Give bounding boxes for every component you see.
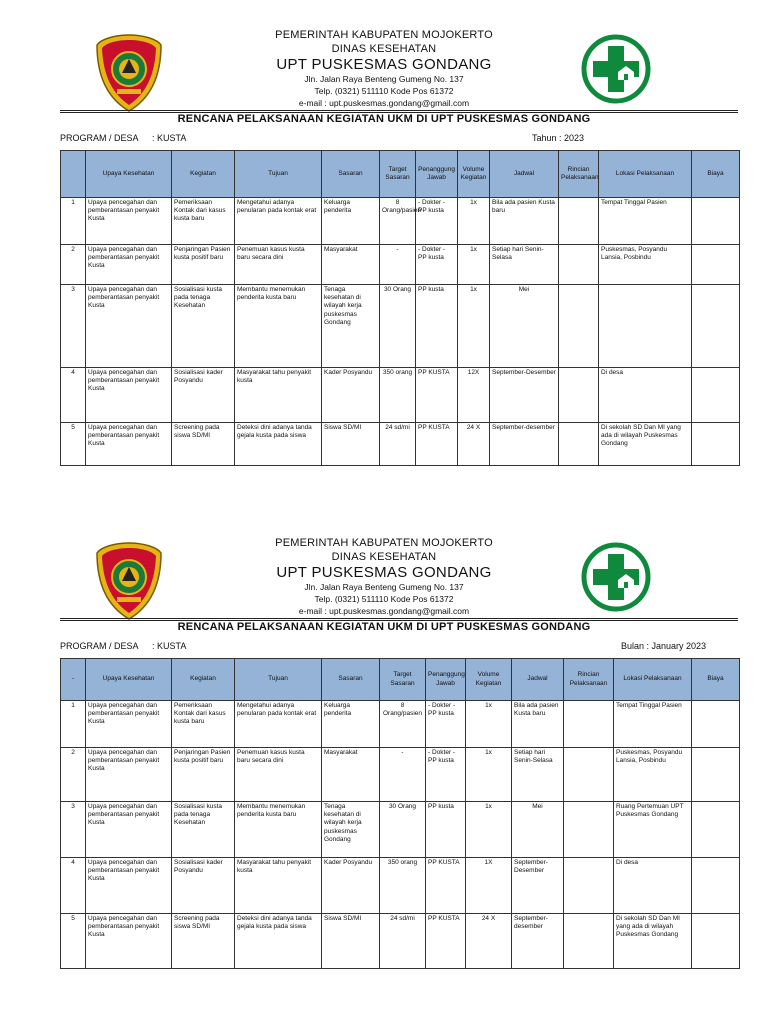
cell-pj: - Dokter - PP kusta bbox=[416, 198, 458, 245]
program-label: PROGRAM / DESA bbox=[60, 133, 139, 143]
cell-jadwal: September-desember bbox=[490, 423, 559, 466]
program-line bbox=[60, 641, 186, 651]
cell-no: 3 bbox=[61, 802, 86, 858]
table-row bbox=[61, 368, 740, 423]
cell-volume: 1x bbox=[466, 748, 512, 802]
cell-kegiatan: Sosialisasi kusta pada tenaga Kesehatan bbox=[172, 802, 235, 858]
cell-volume: 1x bbox=[458, 245, 490, 285]
letterhead-divider bbox=[60, 110, 738, 111]
cell-jadwal: Mei bbox=[512, 802, 564, 858]
cell-rincian bbox=[559, 423, 599, 466]
col-target: Target Sasaran bbox=[380, 151, 416, 198]
col-upaya: Upaya Kesehatan bbox=[86, 659, 172, 701]
cell-no: 4 bbox=[61, 368, 86, 423]
cell-rincian bbox=[564, 858, 614, 914]
activity-plan-table bbox=[60, 150, 740, 466]
cell-tujuan: Masyarakat tahu penyakit kusta bbox=[235, 858, 322, 914]
cell-rincian bbox=[559, 245, 599, 285]
table-row bbox=[61, 198, 740, 245]
cell-sasaran: Masyarakat bbox=[322, 245, 380, 285]
cell-rincian bbox=[559, 285, 599, 368]
cell-no: 1 bbox=[61, 198, 86, 245]
document-title: RENCANA PELAKSANAAN KEGIATAN UKM DI UPT PUSKESMAS GONDANG bbox=[177, 113, 591, 125]
cell-sasaran: Kader Posyandu bbox=[322, 368, 380, 423]
col-volume: Volume Kegiatan bbox=[458, 151, 490, 198]
col-tujuan: Tujuan bbox=[235, 151, 322, 198]
cell-lokasi: Puskesmas, Posyandu Lansia, Posbindu bbox=[599, 245, 692, 285]
program-value: : KUSTA bbox=[152, 133, 187, 143]
cell-upaya: Upaya pencegahan dan pemberantasan penyakit Kusta bbox=[86, 748, 172, 802]
cell-volume: 24 X bbox=[458, 423, 490, 466]
puskesmas-cross-icon bbox=[580, 34, 652, 104]
cell-rincian bbox=[564, 802, 614, 858]
cell-biaya bbox=[692, 198, 740, 245]
col-lokasi: Lokasi Pelaksanaan bbox=[599, 151, 692, 198]
table-row bbox=[61, 914, 740, 969]
cell-lokasi: Di desa bbox=[614, 858, 692, 914]
cell-jadwal: September-desember bbox=[512, 914, 564, 969]
gov-name: PEMERINTAH KABUPATEN MOJOKERTO bbox=[275, 537, 493, 549]
col-sasaran: Sasaran bbox=[322, 659, 380, 701]
email: e-mail : upt.puskesmas.gondang@gmail.com bbox=[298, 98, 470, 108]
puskesmas-cross-icon bbox=[580, 542, 652, 612]
institution-name: UPT PUSKESMAS GONDANG bbox=[276, 564, 492, 581]
table-row bbox=[61, 748, 740, 802]
email: e-mail : upt.puskesmas.gondang@gmail.com bbox=[298, 606, 470, 616]
cell-kegiatan: Screening pada siswa SD/MI bbox=[172, 423, 235, 466]
cell-pj: PP KUSTA bbox=[426, 858, 466, 914]
cell-rincian bbox=[559, 198, 599, 245]
cell-pj: PP KUSTA bbox=[426, 914, 466, 969]
cell-volume: 1x bbox=[458, 198, 490, 245]
cell-kegiatan: Sosialisasi kader Posyandu bbox=[172, 858, 235, 914]
cell-target: 8 Orang/pasien bbox=[380, 701, 426, 748]
phone: Telp. (0321) 511110 Kode Pos 61372 bbox=[314, 86, 454, 96]
col-target: Target Sasaran bbox=[380, 659, 426, 701]
col-jadwal: Jadwal bbox=[490, 151, 559, 198]
cell-tujuan: Masyarakat tahu penyakit kusta bbox=[235, 368, 322, 423]
col-kegiatan: Kegiatan bbox=[172, 151, 235, 198]
col-pj: Penanggung Jawab bbox=[416, 151, 458, 198]
col-no bbox=[61, 151, 86, 198]
cell-target: 8 Orang/pasien bbox=[380, 198, 416, 245]
period-label: Tahun : 2023 bbox=[532, 133, 585, 143]
cell-target: 350 orang bbox=[380, 368, 416, 423]
cell-kegiatan: Sosialisasi kader Posyandu bbox=[172, 368, 235, 423]
cell-lokasi: Di desa bbox=[599, 368, 692, 423]
cell-pj: - Dokter - PP kusta bbox=[426, 748, 466, 802]
gov-name: PEMERINTAH KABUPATEN MOJOKERTO bbox=[275, 29, 493, 41]
cell-biaya bbox=[692, 368, 740, 423]
cell-tujuan: Deteksi dini adanya tanda gejala kusta pada siswa bbox=[235, 423, 322, 466]
program-label: PROGRAM / DESA bbox=[60, 641, 139, 651]
cell-kegiatan: Penjaringan Pasien kusta positif baru bbox=[172, 748, 235, 802]
document-title: RENCANA PELAKSANAAN KEGIATAN UKM DI UPT PUSKESMAS GONDANG bbox=[177, 621, 591, 633]
cell-tujuan: Penemuan kasus kusta baru secara dini bbox=[235, 245, 322, 285]
cell-target: 30 Orang bbox=[380, 285, 416, 368]
cell-sasaran: Siswa SD/MI bbox=[322, 423, 380, 466]
cell-kegiatan: Penjaringan Pasien kusta positif baru bbox=[172, 245, 235, 285]
cell-kegiatan: Pemeriksaan Kontak dari kasus kusta baru bbox=[172, 701, 235, 748]
table-row bbox=[61, 701, 740, 748]
cell-jadwal: September-Desember bbox=[490, 368, 559, 423]
cell-biaya bbox=[692, 802, 740, 858]
col-upaya: Upaya Kesehatan bbox=[86, 151, 172, 198]
cell-tujuan: Mengetahui adanya penularan pada kontak erat bbox=[235, 701, 322, 748]
cell-pj: - Dokter - PP kusta bbox=[416, 245, 458, 285]
cell-sasaran: Tenaga kesehatan di wilayah kerja puskesmas Gondang bbox=[322, 285, 380, 368]
cell-sasaran: Keluarga penderita bbox=[322, 701, 380, 748]
cell-lokasi: Puskesmas, Posyandu Lansia, Posbindu bbox=[614, 748, 692, 802]
cell-jadwal: Mei bbox=[490, 285, 559, 368]
cell-no: 2 bbox=[61, 748, 86, 802]
cell-lokasi: Ruang Pertemuan UPT Puskesmas Gondang bbox=[614, 802, 692, 858]
cell-target: 24 sd/mi bbox=[380, 914, 426, 969]
cell-volume: 12X bbox=[458, 368, 490, 423]
col-rincian: Rincian Pelaksanaan bbox=[564, 659, 614, 701]
letterhead-divider bbox=[60, 618, 738, 619]
cell-jadwal: September-Desember bbox=[512, 858, 564, 914]
program-line bbox=[60, 133, 186, 143]
cell-no: 4 bbox=[61, 858, 86, 914]
phone: Telp. (0321) 511110 Kode Pos 61372 bbox=[314, 594, 454, 604]
cell-jadwal: Setiap hari Senin-Selasa bbox=[490, 245, 559, 285]
cell-volume: 1x bbox=[458, 285, 490, 368]
cell-upaya: Upaya pencegahan dan pemberantasan penyakit Kusta bbox=[86, 423, 172, 466]
cell-target: 350 orang bbox=[380, 858, 426, 914]
department-name: DINAS KESEHATAN bbox=[331, 551, 437, 563]
cell-pj: PP kusta bbox=[416, 285, 458, 368]
col-no: - bbox=[61, 659, 86, 701]
cell-biaya bbox=[692, 914, 740, 969]
cell-biaya bbox=[692, 423, 740, 466]
cell-no: 1 bbox=[61, 701, 86, 748]
institution-name: UPT PUSKESMAS GONDANG bbox=[276, 56, 492, 73]
cell-jadwal: Bila ada pasien Kusta baru bbox=[490, 198, 559, 245]
cell-lokasi bbox=[599, 285, 692, 368]
table-row bbox=[61, 245, 740, 285]
cell-rincian bbox=[564, 914, 614, 969]
cell-no: 5 bbox=[61, 423, 86, 466]
col-pj: Penanggung Jawab bbox=[426, 659, 466, 701]
cell-biaya bbox=[692, 245, 740, 285]
cell-tujuan: Membantu menemukan penderita kusta baru bbox=[235, 802, 322, 858]
cell-pj: PP KUSTA bbox=[416, 423, 458, 466]
table-row bbox=[61, 802, 740, 858]
cell-volume: 1x bbox=[466, 802, 512, 858]
col-biaya: Biaya bbox=[692, 151, 740, 198]
cell-target: 30 Orang bbox=[380, 802, 426, 858]
activity-plan-table bbox=[60, 658, 740, 969]
cell-upaya: Upaya pencegahan dan pemberantasan penyakit Kusta bbox=[86, 701, 172, 748]
col-tujuan: Tujuan bbox=[235, 659, 322, 701]
cell-target: - bbox=[380, 245, 416, 285]
table-row bbox=[61, 423, 740, 466]
cell-kegiatan: Screening pada siswa SD/MI bbox=[172, 914, 235, 969]
program-value: : KUSTA bbox=[152, 641, 187, 651]
col-kegiatan: Kegiatan bbox=[172, 659, 235, 701]
cell-lokasi: Di sekolah SD Dan MI yang ada di wilayah Puskesmas Gondang bbox=[599, 423, 692, 466]
cell-upaya: Upaya pencegahan dan pemberantasan penyakit Kusta bbox=[86, 858, 172, 914]
cell-pj: PP kusta bbox=[426, 802, 466, 858]
cell-lokasi: Di sekolah SD Dan MI yang ada di wilayah Puskesmas Gondang bbox=[614, 914, 692, 969]
cell-biaya bbox=[692, 285, 740, 368]
cell-pj: PP KUSTA bbox=[416, 368, 458, 423]
cell-jadwal: Setiap hari Senin-Selasa bbox=[512, 748, 564, 802]
cell-sasaran: Keluarga penderita bbox=[322, 198, 380, 245]
cell-sasaran: Siswa SD/MI bbox=[322, 914, 380, 969]
cell-volume: 1X bbox=[466, 858, 512, 914]
cell-biaya bbox=[692, 858, 740, 914]
cell-upaya: Upaya pencegahan dan pemberantasan penyakit Kusta bbox=[86, 198, 172, 245]
cell-tujuan: Penemuan kasus kusta baru secara dini bbox=[235, 748, 322, 802]
col-biaya: Biaya bbox=[692, 659, 740, 701]
cell-volume: 24 X bbox=[466, 914, 512, 969]
cell-kegiatan: Sosialisasi kusta pada tenaga Kesehatan bbox=[172, 285, 235, 368]
cell-target: - bbox=[380, 748, 426, 802]
cell-rincian bbox=[564, 748, 614, 802]
cell-tujuan: Membantu menemukan penderita kusta baru bbox=[235, 285, 322, 368]
table-row bbox=[61, 858, 740, 914]
cell-upaya: Upaya pencegahan dan pemberantasan penyakit Kusta bbox=[86, 914, 172, 969]
col-lokasi: Lokasi Pelaksanaan bbox=[614, 659, 692, 701]
cell-no: 3 bbox=[61, 285, 86, 368]
cell-pj: - Dokter - PP kusta bbox=[426, 701, 466, 748]
address: Jln. Jalan Raya Benteng Gumeng No. 137 bbox=[304, 74, 464, 84]
period-label: Bulan : January 2023 bbox=[621, 641, 707, 651]
cell-sasaran: Kader Posyandu bbox=[322, 858, 380, 914]
cell-biaya bbox=[692, 748, 740, 802]
col-sasaran: Sasaran bbox=[322, 151, 380, 198]
col-rincian: Rincian Pelaksanaan bbox=[559, 151, 599, 198]
col-volume: Volume Kegiatan bbox=[466, 659, 512, 701]
cell-kegiatan: Pemeriksaan Kontak dari kasus kusta baru bbox=[172, 198, 235, 245]
cell-rincian bbox=[559, 368, 599, 423]
cell-lokasi: Tempat Tinggal Pasien bbox=[599, 198, 692, 245]
cell-upaya: Upaya pencegahan dan pemberantasan penyakit Kusta bbox=[86, 245, 172, 285]
table-header-row bbox=[61, 151, 740, 198]
table-header-row bbox=[61, 659, 740, 701]
cell-rincian bbox=[564, 701, 614, 748]
table-row bbox=[61, 285, 740, 368]
cell-jadwal: Bila ada pasien Kusta baru bbox=[512, 701, 564, 748]
cell-upaya: Upaya pencegahan dan pemberantasan penyakit Kusta bbox=[86, 802, 172, 858]
cell-biaya bbox=[692, 701, 740, 748]
address: Jln. Jalan Raya Benteng Gumeng No. 137 bbox=[304, 582, 464, 592]
cell-sasaran: Tenaga kesehatan di wilayah kerja puskesmas Gondang bbox=[322, 802, 380, 858]
cell-lokasi: Tempat Tinggal Pasien bbox=[614, 701, 692, 748]
cell-upaya: Upaya pencegahan dan pemberantasan penyakit Kusta bbox=[86, 368, 172, 423]
cell-volume: 1x bbox=[466, 701, 512, 748]
cell-sasaran: Masyarakat bbox=[322, 748, 380, 802]
cell-upaya: Upaya pencegahan dan pemberantasan penyakit Kusta bbox=[86, 285, 172, 368]
cell-target: 24 sd/mi bbox=[380, 423, 416, 466]
cell-no: 2 bbox=[61, 245, 86, 285]
cell-tujuan: Deteksi dini adanya tanda gejala kusta pada siswa bbox=[235, 914, 322, 969]
department-name: DINAS KESEHATAN bbox=[331, 43, 437, 55]
cell-tujuan: Mengetahui adanya penularan pada kontak erat bbox=[235, 198, 322, 245]
cell-no: 5 bbox=[61, 914, 86, 969]
col-jadwal: Jadwal bbox=[512, 659, 564, 701]
